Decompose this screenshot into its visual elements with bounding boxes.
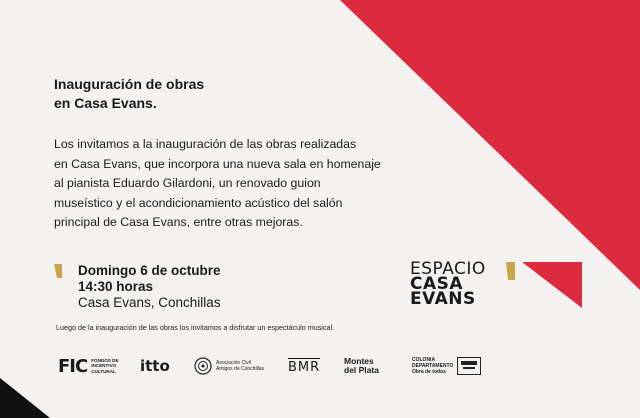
montes-text-line: del Plata	[344, 365, 379, 375]
black-corner-shape	[0, 378, 50, 418]
sponsor-logos	[58, 352, 498, 380]
itto-text: itto	[140, 357, 170, 375]
colonia-text-line: COLONIA	[412, 357, 436, 363]
montes-text	[344, 357, 379, 375]
brand-logo	[410, 259, 486, 309]
assoc-emblem-icon	[194, 357, 212, 375]
colonia-badge-icon	[457, 357, 481, 375]
body-line: museístico y el acondicionamiento acústico del salón	[54, 195, 343, 210]
event-place: Casa Evans, Conchillas	[78, 295, 221, 310]
body-line: en Casa Evans, que incorpora una nueva sala en homenaje	[54, 156, 381, 171]
heading-line-1: Inauguración de obras	[54, 76, 205, 92]
assoc-logo	[194, 352, 264, 380]
fic-mark: FIC	[58, 355, 88, 377]
gold-accent-shape	[54, 264, 62, 278]
colonia-text-line: Obra de todos	[412, 369, 446, 375]
brand-line-1: ESPACIO	[410, 259, 486, 279]
brand-line-2: CASA	[410, 274, 464, 294]
footer-note: Luego de la inauguración de las obras los invitamos a disfrutar un espectáculo musical.	[56, 323, 335, 332]
bmr-text: BMR	[288, 359, 321, 375]
body-line: Los invitamos a la inauguración de las obras realizadas	[54, 137, 357, 151]
itto-logo	[140, 352, 170, 380]
colonia-logo	[412, 352, 481, 380]
fic-text-line: FONDOS DE	[91, 358, 119, 364]
colonia-text	[412, 357, 453, 375]
body-text	[54, 135, 434, 233]
montes-text-line: Montes	[344, 356, 374, 366]
colonia-text-line: DEPARTAMENTO	[412, 363, 454, 369]
body-line: principal de Casa Evans, entre otras mejoras.	[54, 215, 303, 229]
brand-line-3: EVANS	[410, 289, 476, 309]
heading	[54, 75, 204, 113]
fic-text-line: INCENTIVO	[91, 363, 117, 369]
heading-line-2: en Casa Evans.	[54, 95, 157, 111]
assoc-text-line: Amigos de Conchillas	[216, 366, 265, 372]
fic-logo	[58, 352, 119, 380]
montes-logo	[344, 352, 379, 380]
fic-text-line: CULTURAL	[91, 368, 116, 374]
fic-text	[91, 358, 118, 374]
assoc-text-line: Asociación Civil	[216, 360, 252, 366]
event-date: Domingo 6 de octubre	[78, 263, 221, 278]
brand-mark-icon	[506, 262, 586, 308]
bmr-logo	[288, 352, 320, 380]
event-time: 14:30 horas	[78, 279, 154, 294]
assoc-text	[216, 360, 264, 372]
body-line: al pianista Eduardo Gilardoni, un renovado guion	[54, 176, 321, 190]
